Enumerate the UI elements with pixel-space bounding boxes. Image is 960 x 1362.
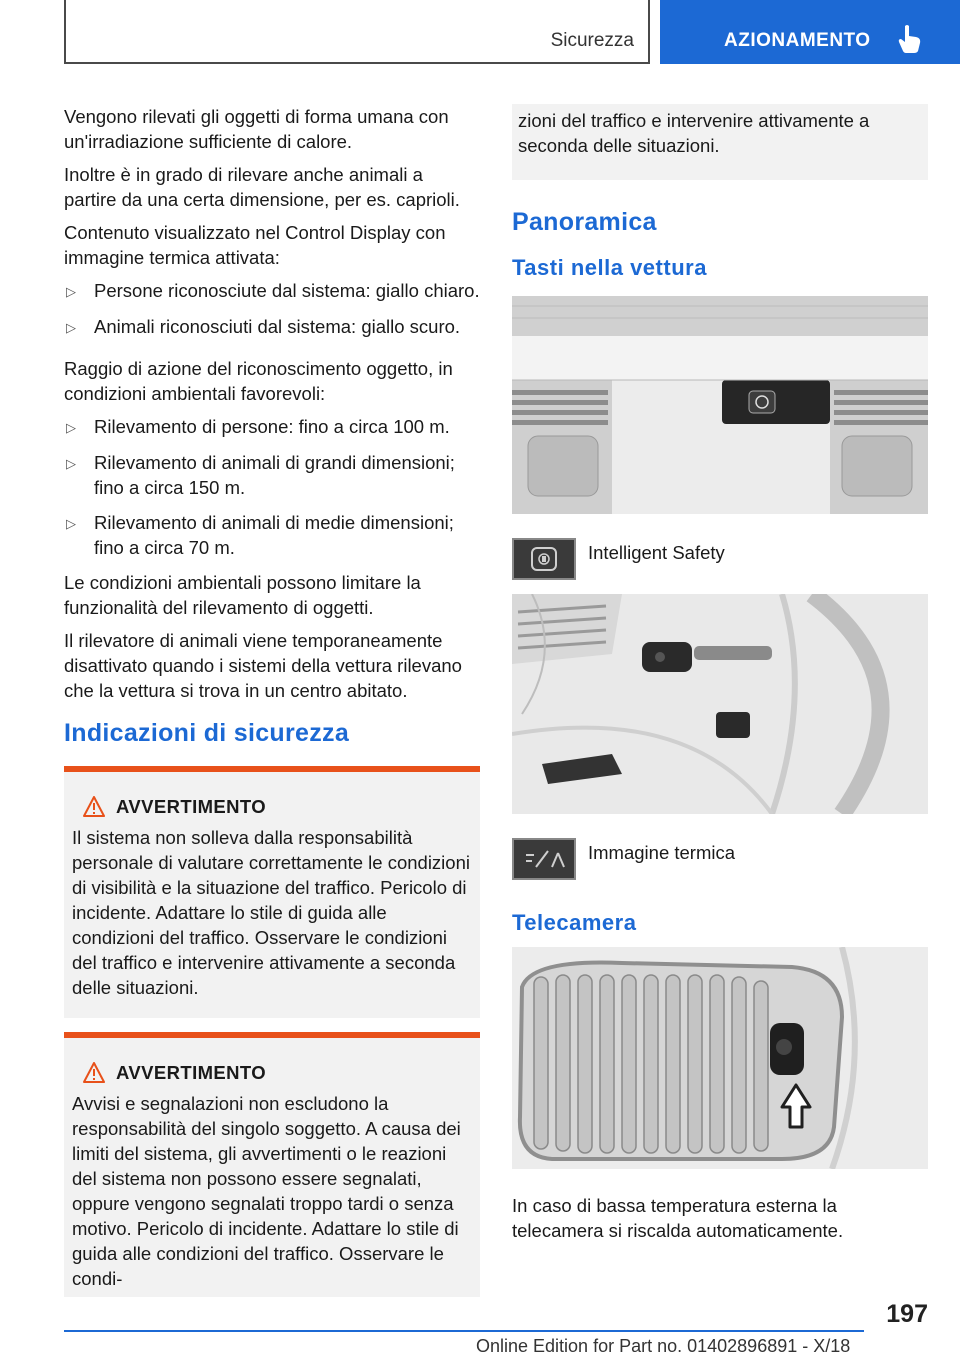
warning-triangle-icon — [72, 796, 116, 818]
page-number: 197 — [886, 1300, 928, 1328]
section-heading: Indicazioni di sicurezza — [64, 719, 350, 747]
warning-box — [64, 766, 480, 1018]
section-heading: Panoramica — [512, 208, 657, 236]
legend-label: Immagine termica — [588, 842, 736, 863]
footer-divider — [64, 1330, 864, 1332]
list-item: ▷ Rilevamento di animali di grandi dimensioni; fino a circa 150 m. — [66, 452, 455, 498]
list-item: ▷ Persone riconosciute dal sistema: giallo chiaro. — [64, 278, 480, 304]
warning-box — [64, 1032, 480, 1297]
paragraph: Il rilevatore di animali viene temporaneamente disattivato quando i sistemi della vettura rilevano che la vettura si trova in un centro abitato. — [64, 630, 462, 701]
chapter-tab — [660, 0, 960, 64]
warning-title: AVVERTIMENTO — [116, 796, 267, 817]
right-column — [512, 104, 928, 1251]
bullet-list — [64, 278, 480, 340]
warning-text: Il sistema non solleva dalla responsabilità personale di valutare correttamente le condizioni di visibilità e la situazione del traffico. Pericolo di incidente. Adattare lo stile di guida alle condizioni del traffico. Osservare le condizioni del traffico e intervenire attivamente a seconda delle situazioni. — [72, 827, 470, 998]
triangle-bullet-icon: ▷ — [66, 516, 76, 531]
front-camera-photo — [512, 947, 928, 1169]
warning-title: AVVERTIMENTO — [116, 1062, 267, 1083]
warning-continuation: zioni del traffico e intervenire attivamente a seconda delle situazioni. — [512, 104, 928, 180]
list-item: ▷ Rilevamento di persone: fino a circa 100 m. — [64, 414, 480, 440]
chapter-title: AZIONAMENTO — [724, 30, 871, 51]
footer-edition: Online Edition for Part no. 01402896891 - X/18 — [476, 1336, 851, 1356]
paragraph: Contenuto visualizzato nel Control Display con immagine termica attivata: — [64, 222, 446, 268]
triangle-bullet-icon: ▷ — [66, 284, 76, 299]
header-section-box — [64, 0, 650, 64]
legend-row — [512, 838, 928, 880]
thermal-image-button-icon — [512, 838, 576, 880]
paragraph: Raggio di azione del riconoscimento oggetto, in condizioni ambientali favorevoli: — [64, 358, 453, 404]
intelligent-safety-button-icon — [512, 538, 576, 580]
list-item: ▷ Animali riconosciuti dal sistema: giallo scuro. — [64, 314, 480, 340]
bullet-list — [64, 414, 480, 560]
legend-row — [512, 538, 928, 580]
paragraph: Le condizioni ambientali possono limitare la funzionalità del rilevamento di oggetti. — [64, 572, 421, 618]
subsection-heading: Telecamera — [512, 910, 637, 935]
subsection-heading: Tasti nella vettura — [512, 255, 707, 280]
list-item: ▷ Rilevamento di animali di medie dimensioni; fino a circa 70 m. — [66, 512, 454, 558]
hand-pointer-icon — [896, 24, 924, 54]
section-title: Sicurezza — [550, 30, 634, 51]
triangle-bullet-icon: ▷ — [66, 320, 76, 335]
dashboard-buttons-photo — [512, 296, 928, 514]
paragraph: Vengono rilevati gli oggetti di forma umana con un'irradiazione sufficiente di calore. — [64, 106, 449, 152]
warning-triangle-icon — [72, 1062, 116, 1084]
left-column — [64, 104, 480, 1311]
steering-column-photo — [512, 594, 928, 814]
triangle-bullet-icon: ▷ — [66, 420, 76, 435]
legend-label: Intelligent Safety — [588, 542, 725, 563]
warning-text: Avvisi e segnalazioni non escludono la responsabilità del singolo soggetto. A causa dei limiti del sistema, gli avvertimenti o le reazioni del sistema non possono essere segnalati, oppure vengono segnalati troppo tardi o senza motivo. Pericolo di incidente. Adattare lo stile di guida alle condizioni del traffico. Osservare le condi- — [72, 1093, 461, 1289]
triangle-bullet-icon: ▷ — [66, 456, 76, 471]
paragraph: Inoltre è in grado di rilevare anche animali a partire da una certa dimensione, per es. caprioli. — [64, 164, 460, 210]
camera-caption: In caso di bassa temperatura esterna la telecamera si riscalda automaticamente. — [512, 1195, 844, 1241]
